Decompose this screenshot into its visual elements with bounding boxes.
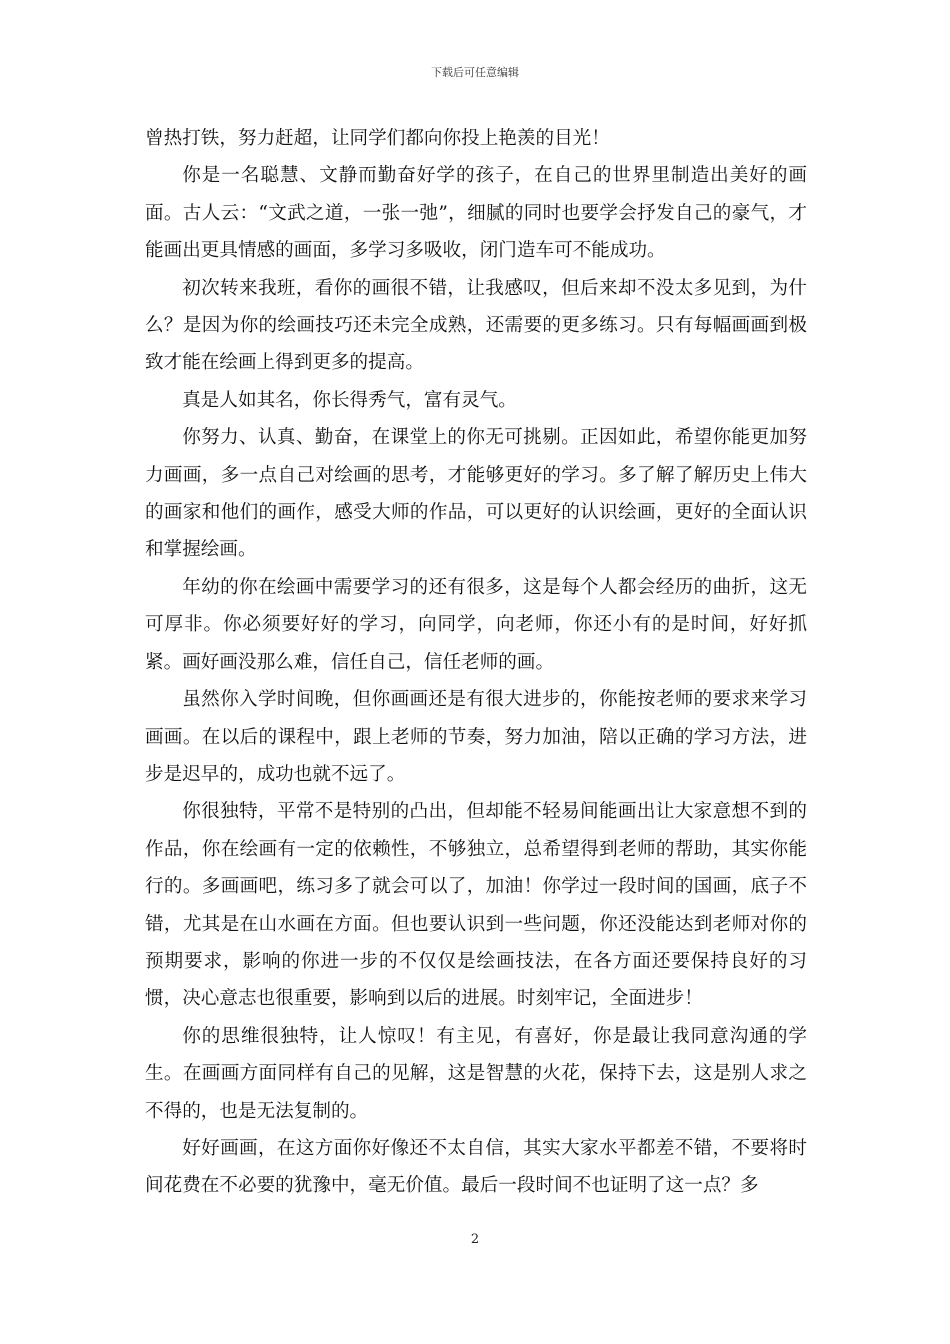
paragraph: 你努力、认真、勤奋，在课堂上的你无可挑剔。正因如此，希望你能更加努力画画，多一点自己对绘画的思考，才能够更好的学习。多了解了解历史上伟大的画家和他们的画作，感受大师的作品，可以更好的认识绘画，更好的全面认识和掌握绘画。	[145, 427, 807, 561]
paragraph-continued: 曾热打铁，努力赶超，让同学们都向你投上艳羡的目光！	[145, 128, 610, 149]
paragraph: 真是人如其名，你长得秀气，富有灵气。	[182, 389, 517, 411]
paragraph: 好好画画，在这方面你好像还不太自信，其实大家水平都差不错，不要将时间花费在不必要的犹豫中，毫无价值。最后一段时间不也证明了这一点？多	[145, 1137, 807, 1197]
paragraph: 你的思维很独特，让人惊叹！有主见，有喜好，你是最让我同意沟通的学生。在画画方面同样有自己的见解，这是智慧的火花，保持下去，这是别人求之不得的，也是无法复制的。	[145, 1025, 807, 1122]
paragraph: 虽然你入学时间晚，但你画画还是有很大进步的，你能按老师的要求来学习画画。在以后的课程中，跟上老师的节奏，努力加油，陪以正确的学习方法，进步是迟早的，成功也就不远了。	[145, 689, 807, 785]
paragraph: 年幼的你在绘画中需要学习的还有很多，这是每个人都会经历的曲折，这无可厚非。你必须要好好的学习，向同学，向老师，你还小有的是时间，好好抓紧。画好画没那么难，信任自己，信任老师的画。	[145, 576, 807, 673]
document-body	[145, 120, 807, 1205]
paragraph: 初次转来我班，看你的画很不错，让我感叹，但后来却不没太多见到，为什么？是因为你的绘画技巧还未完全成熟，还需要的更多练习。只有每幅画画到极致才能在绘画上得到更多的提高。	[145, 277, 807, 374]
paragraph: 你是一名聪慧、文静而勤奋好学的孩子，在自己的世界里制造出美好的画面。古人云：“文武之道，一张一弛”，细腻的同时也要学会抒发自己的豪气，才能画出更具情感的画面，多学习多吸收，闭门造车可不能成功。	[145, 165, 807, 262]
paragraph: 你很独特，平常不是特别的凸出，但却能不轻易间能画出让大家意想不到的作品，你在绘画有一定的依赖性，不够独立，总希望得到老师的帮助，其实你能行的。多画画吧，练习多了就会可以了，加油！你学过一段时间的国画，底子不错，尤其是在山水画在方面。但也要认识到一些问题，你还没能达到老师对你的预期要求，影响的你进一步的不仅仅是绘画技法，在各方面还要保持良好的习惯，决心意志也很重要，影响到以后的进展。时刻牢记，全面进步！	[145, 801, 807, 1010]
page-header: 下载后可任意编辑	[431, 66, 519, 79]
page-number: 2	[470, 1232, 480, 1247]
